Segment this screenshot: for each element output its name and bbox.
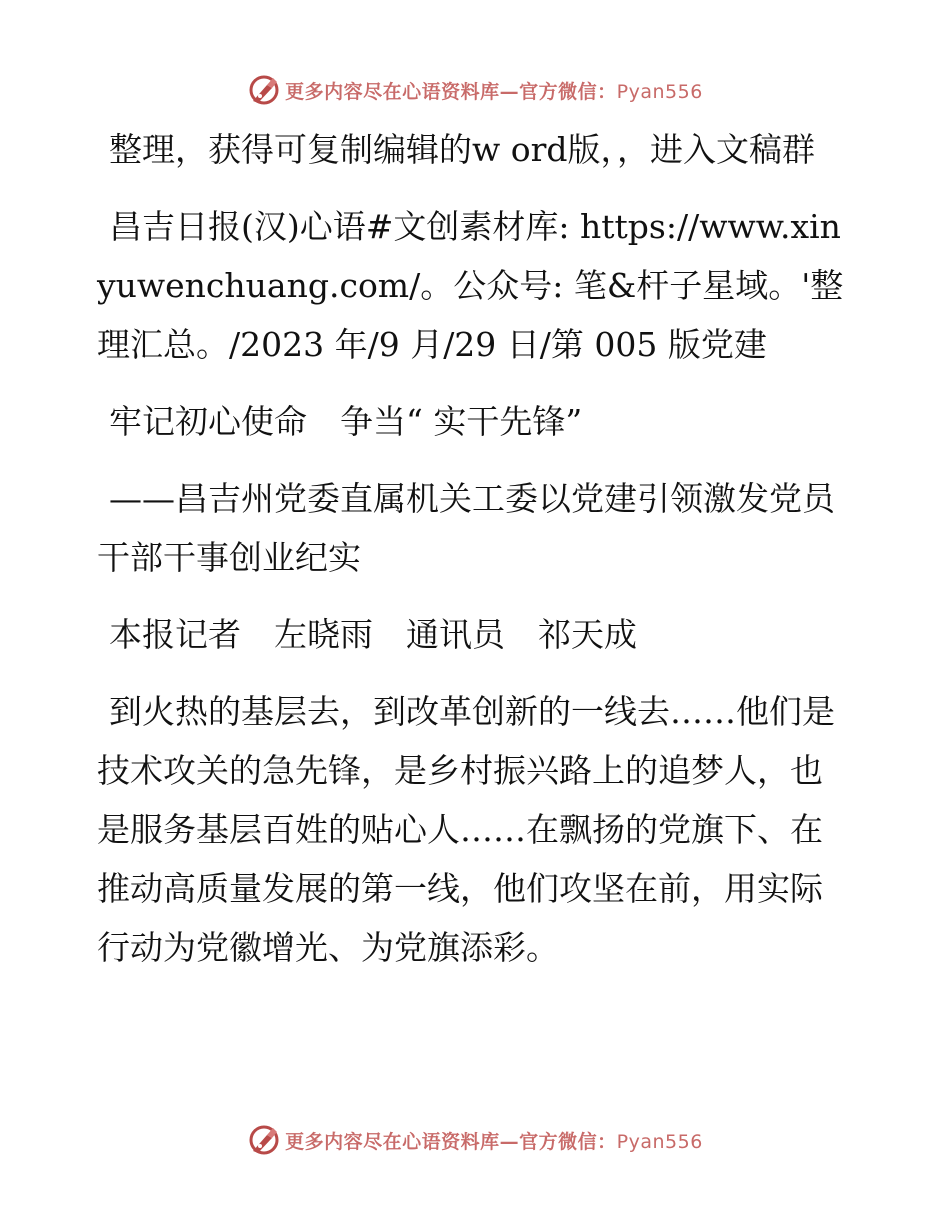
- watermark-label: 更多内容尽在心语资料库—官方微信：: [285, 1130, 617, 1153]
- article-body: [97, 120, 852, 995]
- watermark-text: [285, 1127, 703, 1154]
- byline: 本报记者 左晓雨 通讯员 祁天成: [109, 615, 637, 654]
- pen-logo-icon: [247, 1123, 281, 1157]
- article-subtitle: ——昌吉州党委直属机关工委以党建引领激发党员干部干事创业纪实: [97, 479, 835, 577]
- footer-watermark-banner: [0, 1120, 950, 1160]
- watermark-handle: Pyan556: [616, 80, 703, 103]
- intro-paragraph: 整理，获得可复制编辑的w ord版，，进入文稿群: [109, 130, 816, 169]
- watermark-label: 更多内容尽在心语资料库—官方微信：: [285, 80, 617, 103]
- lead-paragraph: 到火热的基层去，到改革创新的一线去……他们是技术攻关的急先锋，是乡村振兴路上的追梦人，也是服务基层百姓的贴心人……在飘扬的党旗下、在推动高质量发展的第一线，他们攻坚在前，用实际行动为党徽增光、为党旗添彩。: [97, 692, 835, 967]
- pen-logo-icon: [247, 73, 281, 107]
- watermark-text: [285, 77, 703, 104]
- article-title: 牢记初心使命 争当“ 实干先锋”: [109, 402, 583, 441]
- source-paragraph: 昌吉日报(汉)心语#文创素材库: https://www.xinyuwenchuang.com/。公众号: 笔&杆子星域。'整理汇总。/2023 年/9 月/29 日/第 005 版党建: [97, 207, 844, 364]
- watermark-handle: Pyan556: [616, 1130, 703, 1153]
- header-watermark-banner: [0, 70, 950, 110]
